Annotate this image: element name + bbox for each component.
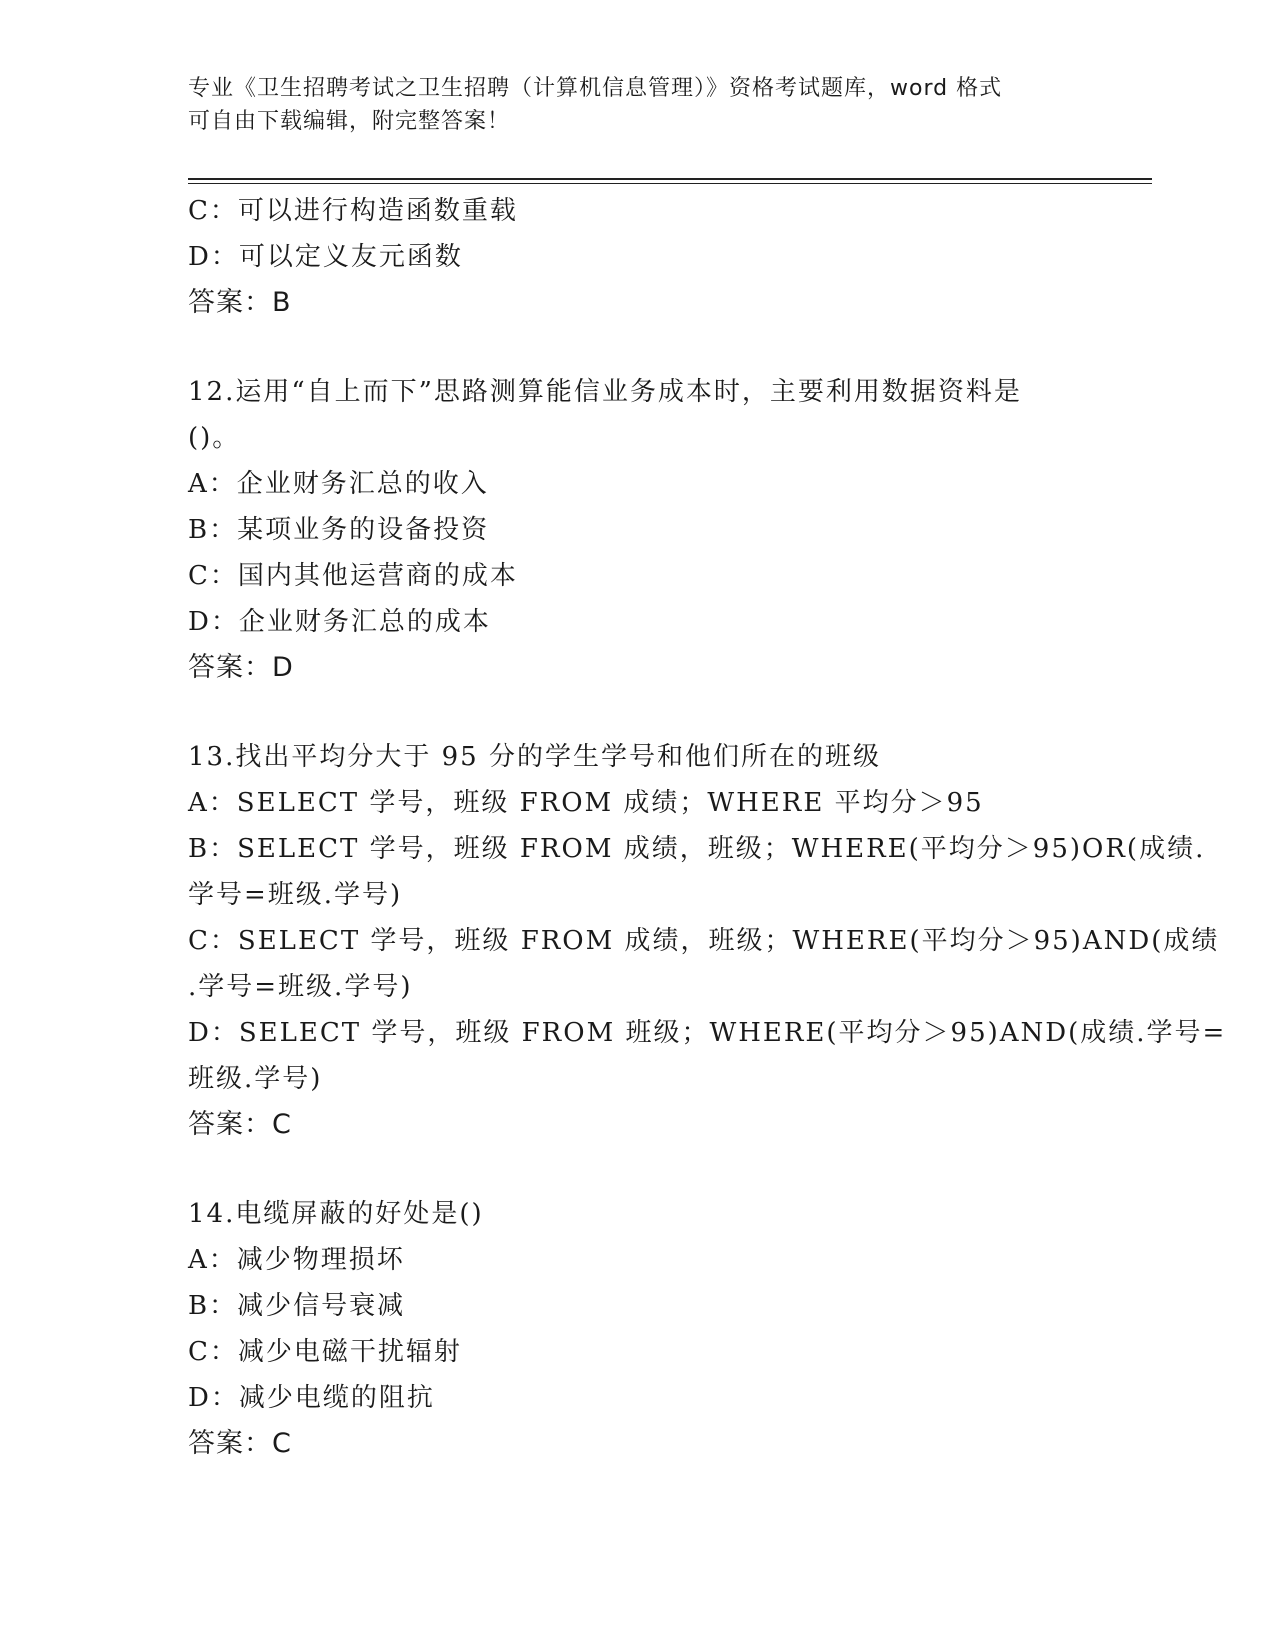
option-a: A：减少物理损坏 <box>188 1245 405 1275</box>
answer-label: 答案：B <box>188 287 292 318</box>
option-b-cont: 学号=班级.学号) <box>188 880 403 910</box>
option-d: D：SELECT 学号，班级 FROM 班级；WHERE(平均分＞95)AND(成绩.学号= <box>188 1018 1227 1048</box>
option-b: B：SELECT 学号，班级 FROM 成绩，班级；WHERE(平均分＞95)OR(成绩. <box>188 834 1206 864</box>
question-stem: 14.电缆屏蔽的好处是() <box>188 1199 484 1229</box>
option-c: C：减少电磁干扰辐射 <box>188 1337 462 1367</box>
question-stem: 13.找出平均分大于 95 分的学生学号和他们所在的班级 <box>188 742 881 772</box>
header-line-1: 专业《卫生招聘考试之卫生招聘（计算机信息管理）》资格考试题库，word 格式 <box>188 76 1003 101</box>
answer-label: 答案：D <box>188 652 294 683</box>
option-c: C：可以进行构造函数重载 <box>188 196 518 226</box>
header-rule-thin <box>188 183 1152 184</box>
question-content <box>188 188 1227 1467</box>
option-a: A：SELECT 学号，班级 FROM 成绩；WHERE 平均分＞95 <box>188 788 984 818</box>
option-d: D：企业财务汇总的成本 <box>188 607 491 637</box>
question-13 <box>188 734 1227 1148</box>
document-header <box>188 72 1068 138</box>
option-c: C：SELECT 学号，班级 FROM 成绩，班级；WHERE(平均分＞95)AND(成绩 <box>188 926 1220 956</box>
question-stem-cont: ()。 <box>188 423 241 453</box>
answer-label: 答案：C <box>188 1428 292 1459</box>
option-b: B：某项业务的设备投资 <box>188 515 490 545</box>
option-a: A：企业财务汇总的收入 <box>188 469 489 499</box>
option-c-cont: .学号=班级.学号) <box>188 972 413 1002</box>
option-d: D：可以定义友元函数 <box>188 242 463 272</box>
answer-label: 答案：C <box>188 1109 292 1140</box>
header-line-2: 可自由下载编辑，附完整答案！ <box>188 109 511 134</box>
question-14 <box>188 1191 1088 1467</box>
option-c: C：国内其他运营商的成本 <box>188 561 518 591</box>
question-11-tail <box>188 188 1088 326</box>
question-stem: 12.运用“自上而下”思路测算能信业务成本时，主要利用数据资料是 <box>188 377 1022 407</box>
question-12 <box>188 369 1088 691</box>
header-rule-thick <box>188 178 1152 180</box>
option-b: B：减少信号衰减 <box>188 1291 406 1321</box>
option-d-cont: 班级.学号) <box>188 1064 323 1094</box>
option-d: D：减少电缆的阻抗 <box>188 1383 435 1413</box>
